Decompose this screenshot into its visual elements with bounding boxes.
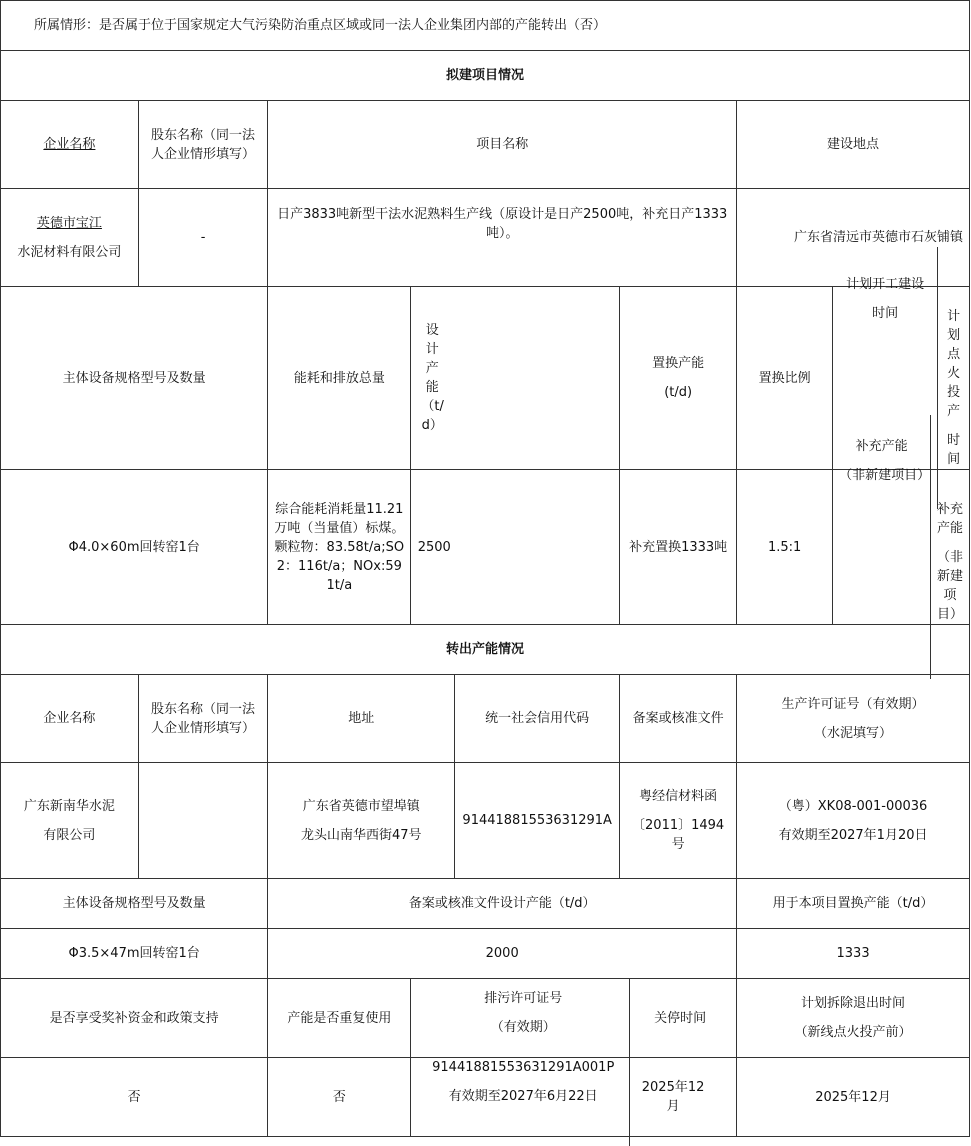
proposed-company-header: 企业名称 [1, 101, 139, 189]
proposed-section-title: 拟建项目情况 [1, 51, 970, 101]
transfer-credit-header: 统一社会信用代码 [455, 675, 620, 763]
proposed-header-row [1, 101, 970, 189]
transfer-reuse-header: 产能是否重复使用 [268, 979, 411, 1058]
proposed-location: 广东省清远市英德市石灰铺镇 [737, 189, 970, 287]
transfer-shutdown: 2025年12月 [641, 1080, 705, 1114]
proposed-section-row [1, 51, 970, 101]
proposed-start-header: 计划开工建设 [846, 277, 925, 292]
proposed-equipment: Φ4.0×60m回转窑1台 [1, 470, 268, 625]
transfer-demolish-header: 计划拆除退出时间 （新线点火投产前） [737, 979, 970, 1058]
proposed-start: 补充产能 [855, 439, 908, 454]
proposed-equipment-header: 主体设备规格型号及数量 [1, 287, 268, 470]
transfer-address: 广东省英德市望埠镇 龙头山南华西街47号 [268, 763, 455, 879]
proposed-location-header: 建设地点 [737, 101, 970, 189]
proposed-ignite: 补充产能 [936, 502, 963, 536]
transfer-design-header: 备案或核准文件设计产能（t/d） [268, 879, 737, 929]
transfer-used: 1333 [737, 929, 970, 979]
transfer-data-row-3 [1, 1058, 970, 1137]
transfer-demolish: 2025年12月 [737, 1058, 970, 1137]
proposed-ignite-header: 计划点火投产 [947, 309, 961, 419]
transfer-shutdown-header: 关停时间 [654, 1010, 707, 1026]
transfer-company-header: 企业名称 [1, 675, 139, 763]
transfer-shareholder-header: 股东名称（同一法人企业情形填写） [138, 675, 267, 763]
proposed-company-cell [1, 189, 139, 287]
transfer-reuse: 否 [268, 1058, 411, 1137]
proposed-replace: 补充置换1333吨 [620, 470, 737, 625]
transfer-equipment: Φ3.5×47m回转窑1台 [1, 929, 268, 979]
proposed-replace-header: 置换产能 (t/d) [620, 287, 737, 470]
transfer-credit-code: 91441881553631291A [455, 763, 620, 879]
transfer-license-header: 生产许可证号（有效期） （水泥填写） [737, 675, 970, 763]
proposed-header-row-2 [1, 287, 970, 470]
transfer-subsidy-header: 是否享受奖补资金和政策支持 [1, 979, 268, 1058]
situation-text: 所属情形：是否属于位于国家规定大气污染防治重点区域或同一法人企业集团内部的产能转出（否） [1, 1, 970, 51]
proposed-energy-header: 能耗和排放总量 [268, 287, 411, 470]
transfer-header-row [1, 675, 970, 763]
transfer-design: 2000 [268, 929, 737, 979]
transfer-shareholder [138, 763, 267, 879]
transfer-permit-cell: 91441881553631291A001P 有效期至2027年6月22日 2025年12月 [411, 1058, 737, 1137]
proposed-energy: 综合能耗消耗量11.21万吨（当量值）标煤。颗粒物：83.58t/a;SO2：116t/a；NOx:591t/a [268, 470, 411, 625]
transfer-filing: 粤经信材料函 〔2011〕1494 号 [620, 763, 737, 879]
proposed-company-line2: 水泥材料有限公司 [17, 244, 122, 260]
transfer-section-title: 转出产能情况 [1, 625, 970, 675]
proposed-company-line1: 英德市宝江 [36, 215, 102, 231]
situation-row [1, 1, 970, 51]
transfer-used-header: 用于本项目置换产能（t/d） [737, 879, 970, 929]
transfer-address-header: 地址 [268, 675, 455, 763]
transfer-license: （粤）XK08-001-00036 有效期至2027年1月20日 [737, 763, 970, 879]
proposed-design: 2500 [411, 470, 620, 625]
transfer-header-row-3 [1, 979, 970, 1058]
proposed-project-header: 项目名称 [268, 101, 737, 189]
transfer-equipment-header: 主体设备规格型号及数量 [1, 879, 268, 929]
proposed-schedule-cell: 补充产能 （非新建项目） 补充产能 （非新建项目） [833, 470, 970, 625]
transfer-permit: 91441881553631291A001P [432, 1060, 615, 1075]
transfer-subsidy: 否 [1, 1058, 268, 1137]
transfer-company: 广东新南华水泥 有限公司 [1, 763, 139, 879]
transfer-filing-header: 备案或核准文件 [620, 675, 737, 763]
proposed-schedule-header: 计划开工建设 时间 计划点火投产 时间 [833, 287, 970, 470]
proposed-ratio-header: 置换比例 [737, 287, 833, 470]
proposed-ratio: 1.5:1 [737, 470, 833, 625]
transfer-data-row [1, 929, 970, 979]
proposed-info-row [1, 189, 970, 287]
transfer-permit-header: 排污许可证号 （有效期） 关停时间 [411, 979, 737, 1058]
proposed-design-header: 设计产能（t/d） [411, 287, 620, 470]
transfer-info-row [1, 763, 970, 879]
transfer-section-row [1, 625, 970, 675]
proposed-project: 日产3833吨新型干法水泥熟料生产线（原设计是日产2500吨，补充日产1333吨）。 [268, 189, 737, 287]
transfer-header-row-2 [1, 879, 970, 929]
proposed-shareholder-header: 股东名称（同一法人企业情形填写） [138, 101, 267, 189]
proposed-shareholder: - [138, 189, 267, 287]
proposed-data-row [1, 470, 970, 625]
